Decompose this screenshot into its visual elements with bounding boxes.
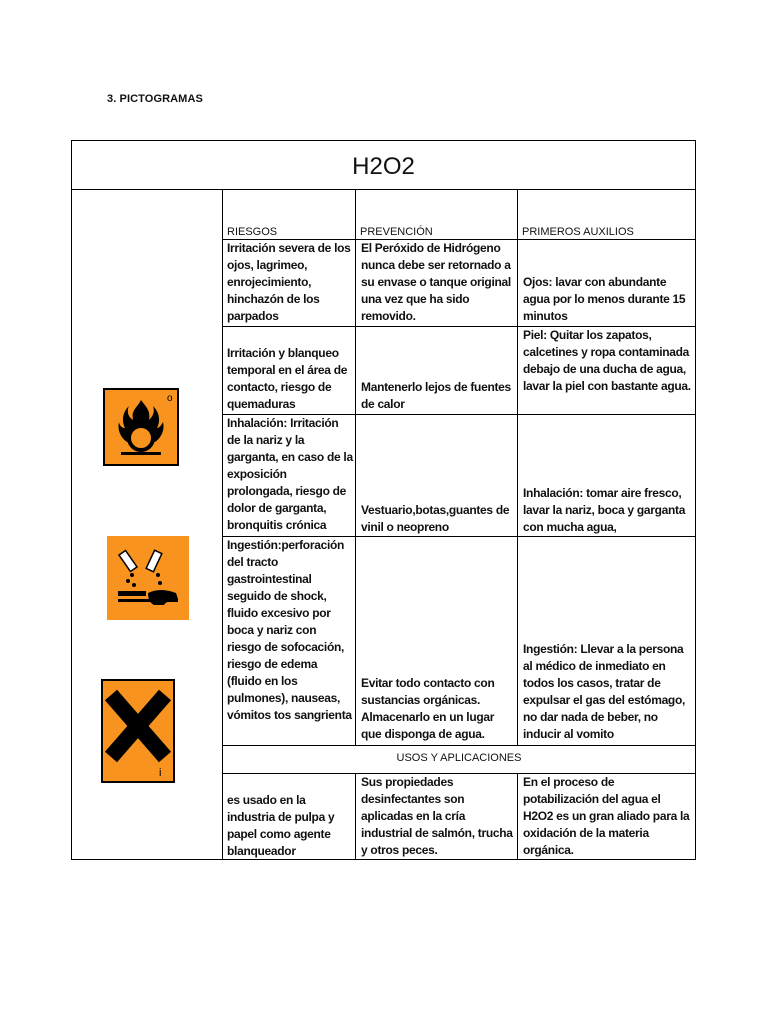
- usos-title: USOS Y APLICACIONES: [396, 752, 522, 764]
- header-riesgos: RIESGOS: [227, 226, 278, 238]
- riesgo-cell: Inhalación: Irritación de la nariz y la garganta, en caso de la exposición prolongada, riesgo de dolor de garganta, bronquitis crónica: [227, 416, 353, 532]
- auxilio-cell: Inhalación: tomar aire fresco, lavar la nariz, boca y garganta con mucha agua,: [523, 486, 686, 534]
- uso-cell: es usado en la industria de pulpa y papel como agente blanqueador: [227, 793, 335, 858]
- pictogram-column: [72, 189, 223, 859]
- riesgo-cell: Ingestión:perforación del tracto gastrointestinal seguido de shock, fluido excesivo por boca y nariz con riesgo de sofocación, riesgo de edema (fluido en los pulmones), nauseas, vómitos tos sangrienta: [227, 538, 352, 722]
- riesgo-cell: Irritación y blanqueo temporal en el área de contacto, riesgo de quemaduras: [227, 346, 348, 411]
- auxilio-cell: Ojos: lavar con abundante agua por lo menos durante 15 minutos: [523, 275, 686, 323]
- irritant-letter: i: [159, 767, 162, 779]
- section-heading: 3. PICTOGRAMAS: [107, 93, 203, 105]
- auxilio-cell: Piel: Quitar los zapatos, calcetines y ropa contaminada debajo de una ducha de agua, lavar la piel con bastante agua.: [523, 328, 691, 393]
- table-title: H2O2: [352, 153, 415, 180]
- prevencion-cell: Mantenerlo lejos de fuentes de calor: [361, 380, 511, 411]
- oxidizer-letter: o: [167, 393, 173, 404]
- title-row: [72, 141, 695, 190]
- uso-cell: En el proceso de potabilización del agua el H2O2 es un gran aliado para la oxidación de la materia orgánica.: [523, 775, 690, 857]
- header-prevencion: PREVENCIÓN: [360, 226, 433, 238]
- oxidizer-pictogram-icon: [103, 388, 179, 466]
- corrosive-pictogram-icon: [106, 535, 190, 621]
- hazard-table: [71, 140, 696, 860]
- auxilio-cell: Ingestión: Llevar a la persona al médico de inmediato en todos los casos, tratar de expulsar el gas del estómago, no dar nada de beber, no inducir al vomito: [523, 642, 686, 741]
- uso-cell: Sus propiedades desinfectantes son aplicadas en la cría industrial de salmón, trucha y otros peces.: [361, 775, 513, 857]
- header-primeros-auxilios: PRIMEROS AUXILIOS: [522, 226, 634, 238]
- prevencion-cell: El Peróxido de Hidrógeno nunca debe ser retornado a su envase o tanque original una vez que ha sido removido.: [361, 241, 511, 323]
- irritant-pictogram-icon: [101, 679, 175, 783]
- riesgo-cell: Irritación severa de los ojos, lagrimeo, enrojecimiento, hinchazón de los parpados: [227, 241, 351, 323]
- prevencion-cell: Evitar todo contacto con sustancias orgánicas. Almacenarlo en un lugar que disponga de agua.: [361, 676, 495, 741]
- prevencion-cell: Vestuario,botas,guantes de vinil o neopreno: [361, 503, 510, 534]
- data-grid: [223, 189, 695, 859]
